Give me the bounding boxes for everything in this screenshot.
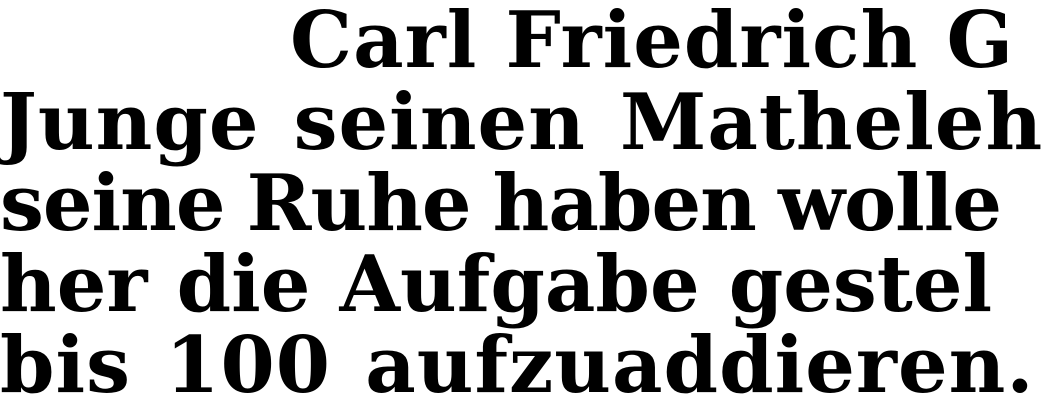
text-line-1: Carl Friedrich G <box>290 0 1015 86</box>
text-line-5: bis 100 aufzuaddieren. <box>0 320 1035 411</box>
text-line-4: her die Aufgabe gestel <box>0 239 993 330</box>
text-line-3: seine Ruhe haben wolle <box>0 158 1002 249</box>
text-line-2: Junge seinen Matheleh <box>0 77 1043 168</box>
